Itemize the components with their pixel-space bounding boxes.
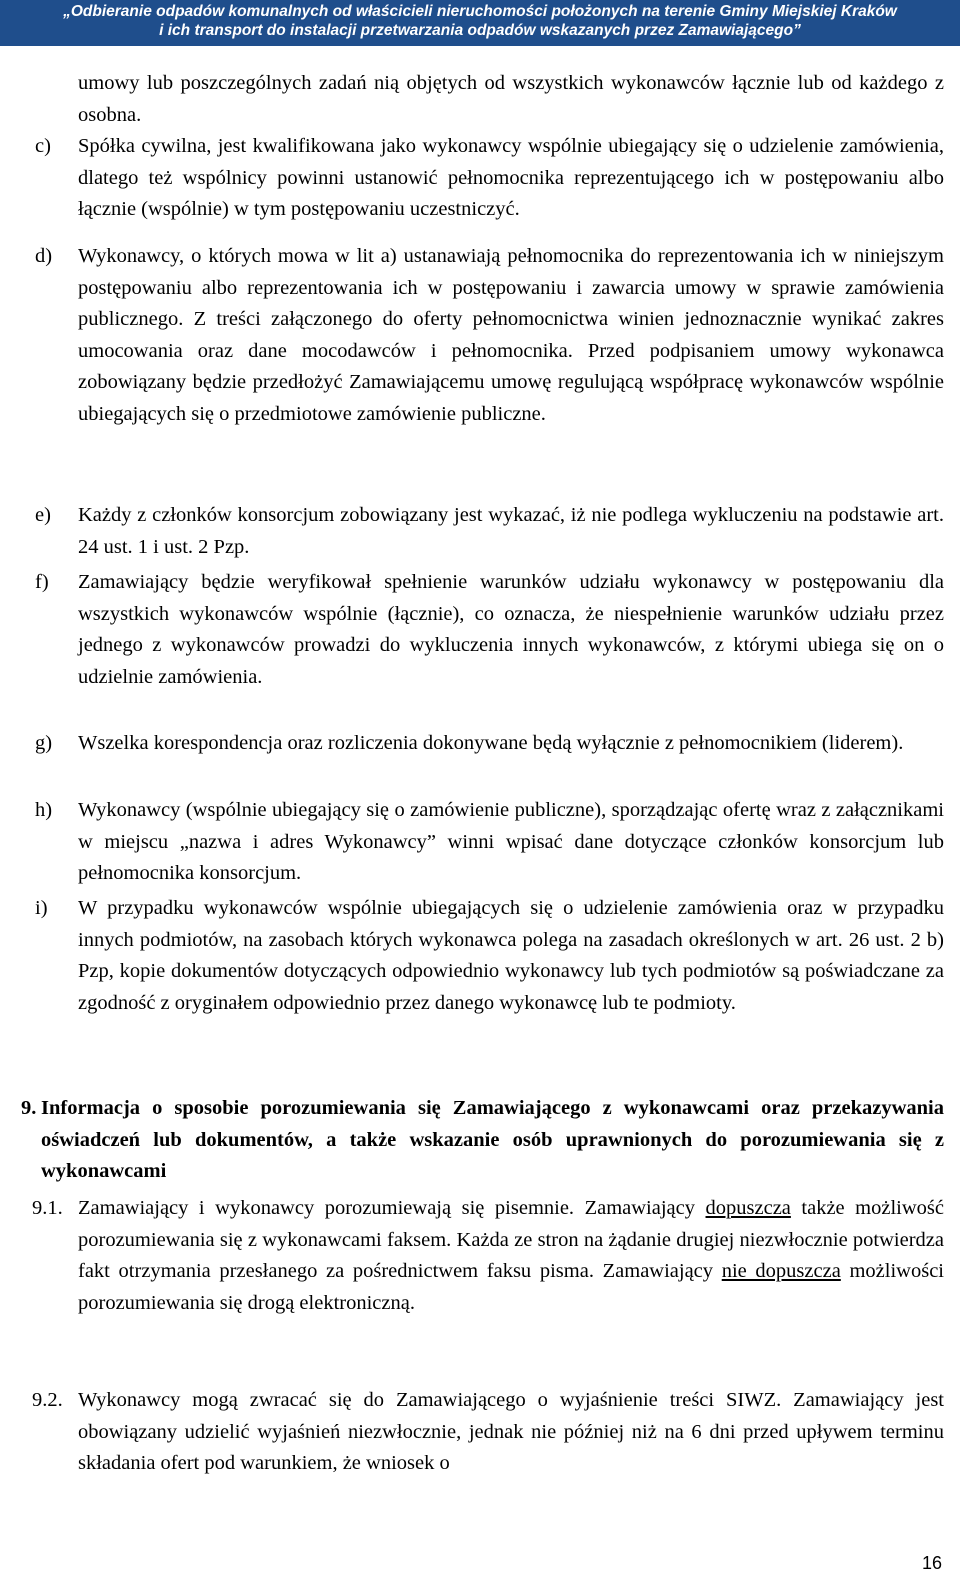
underlined-text: dopuszcza — [705, 1197, 791, 1219]
list-item-f — [35, 567, 944, 693]
list-item-c — [35, 131, 944, 226]
section-number: 9. — [21, 1097, 37, 1119]
header-line-2: i ich transport do instalacji przetwarzania odpadów wskazanych przez Zamawiającego” — [159, 22, 801, 39]
list-item-text: Wszelka korespondencja oraz rozliczenia dokonywane będą wyłącznie z pełnomocnikiem (liderem). — [78, 732, 904, 754]
header-line-1: „Odbieranie odpadów komunalnych od właścicieli nieruchomości położonych na terenie Gminy Miejskiej Kraków — [63, 3, 897, 20]
list-item-text: Spółka cywilna, jest kwalifikowana jako wykonawcy wspólnie ubiegający się o udzielenie zamówienia, dlatego też wspólnicy powinni ustanowić pełnomocnika reprezentującego ich w postępowaniu albo łącznie (wspólnie) w tym postępowaniu uczestniczyć. — [78, 135, 944, 221]
list-item-label: d) — [35, 245, 53, 267]
section-heading-9 — [21, 1093, 944, 1188]
text-run: możliwości porozumiewania się drogą elektroniczną. — [78, 1260, 944, 1314]
page-number: 16 — [921, 1553, 942, 1573]
subsection-9-1 — [32, 1193, 944, 1319]
subsection-9-2 — [32, 1385, 944, 1480]
list-item-text: Zamawiający będzie weryfikował spełnienie warunków udziału wykonawcy w postępowaniu dla wszystkich wykonawców wspólnie (łącznie), co oznacza, że niespełnienie warunków udziału przez jednego z wykonawców prowadzi do wykluczenia innych wykonawców, z którymi ubiega się on o udzielnie zamówienia. — [78, 571, 944, 688]
section-title: Informacja o sposobie porozumiewania się Zamawiającego z wykonawcami oraz przekazywania oświadczeń lub dokumentów, a także wskazanie osób uprawnionych do porozumiewania się z wykonawcami — [41, 1097, 944, 1183]
subsection-number: 9.1. — [32, 1197, 63, 1219]
underlined-text: nie dopuszcza — [721, 1260, 841, 1283]
list-item-text: Wykonawcy, o których mowa w lit a) ustanawiają pełnomocnika do reprezentowania ich w niniejszym postępowaniu albo reprezentowania ich w postępowaniu i zawarcia umowy w sprawie zamówienia publicznego. Z treści załączonego do oferty pełnomocnictwa winien jednoznacznie wynikać zakres umocowania oraz dane mocodawców i pełnomocnika. Przed podpisaniem umowy wykonawca zobowiązany będzie przedłożyć Zamawiającemu umowę regulującą współpracę wykonawców wspólnie ubiegających się o przedmiotowe zamówienie publiczne. — [78, 245, 944, 425]
text-run: Zamawiający i wykonawcy porozumiewają się pisemnie. Zamawiający — [78, 1197, 706, 1219]
continuation-paragraph: umowy lub poszczególnych zadań nią objętych od wszystkich wykonawców łącznie lub od każdego z osobna. — [78, 72, 944, 126]
list-item-text: W przypadku wykonawców wspólnie ubiegających się o udzielenie zamówienia oraz w przypadku innych podmiotów, na zasobach których wykonawca polega na zasadach określonych w art. 26 ust. 2 b) Pzp, kopie dokumentów dotyczących odpowiednio wykonawcy lub tych podmiotów są poświadczane za zgodność z oryginałem odpowiednio przez danego wykonawcę lub te podmioty. — [78, 897, 944, 1014]
list-item-label: g) — [35, 732, 53, 754]
list-item-text: Każdy z członków konsorcjum zobowiązany jest wykazać, iż nie podlega wykluczeniu na podstawie art. 24 ust. 1 i ust. 2 Pzp. — [78, 504, 944, 558]
text-run: także możliwość porozumiewania się z wykonawcami faksem. Każda ze stron na żądanie drugiej niezwłocznie potwierdza fakt otrzymania przesłanego za pośrednictwem faksu pisma. Zamawiający — [78, 1197, 944, 1283]
list-item-label: c) — [35, 135, 51, 157]
subsection-text — [78, 1193, 944, 1319]
list-item-d — [35, 241, 944, 431]
list-item-e — [35, 500, 944, 563]
list-item-h — [35, 795, 944, 890]
list-item-label: f) — [35, 571, 49, 593]
list-item-i — [35, 893, 944, 1019]
list-item-label: h) — [35, 799, 53, 821]
list-item-label: i) — [35, 897, 48, 919]
list-item-g — [35, 728, 944, 760]
subsection-text: Wykonawcy mogą zwracać się do Zamawiającego o wyjaśnienie treści SIWZ. Zamawiający jest obowiązany udzielić wyjaśnień niezwłocznie, jednak nie później niż na 6 dni przed upływem terminu składania ofert pod warunkiem, że wniosek o — [78, 1389, 944, 1475]
document-header — [0, 0, 960, 46]
subsection-number: 9.2. — [32, 1389, 63, 1411]
list-item-text: Wykonawcy (wspólnie ubiegający się o zamówienie publiczne), sporządzając ofertę wraz z załącznikami w miejscu „nazwa i adres Wykonawcy” winni wpisać dane dotyczące członków konsorcjum lub pełnomocnika konsorcjum. — [78, 799, 944, 885]
list-item-label: e) — [35, 504, 51, 526]
